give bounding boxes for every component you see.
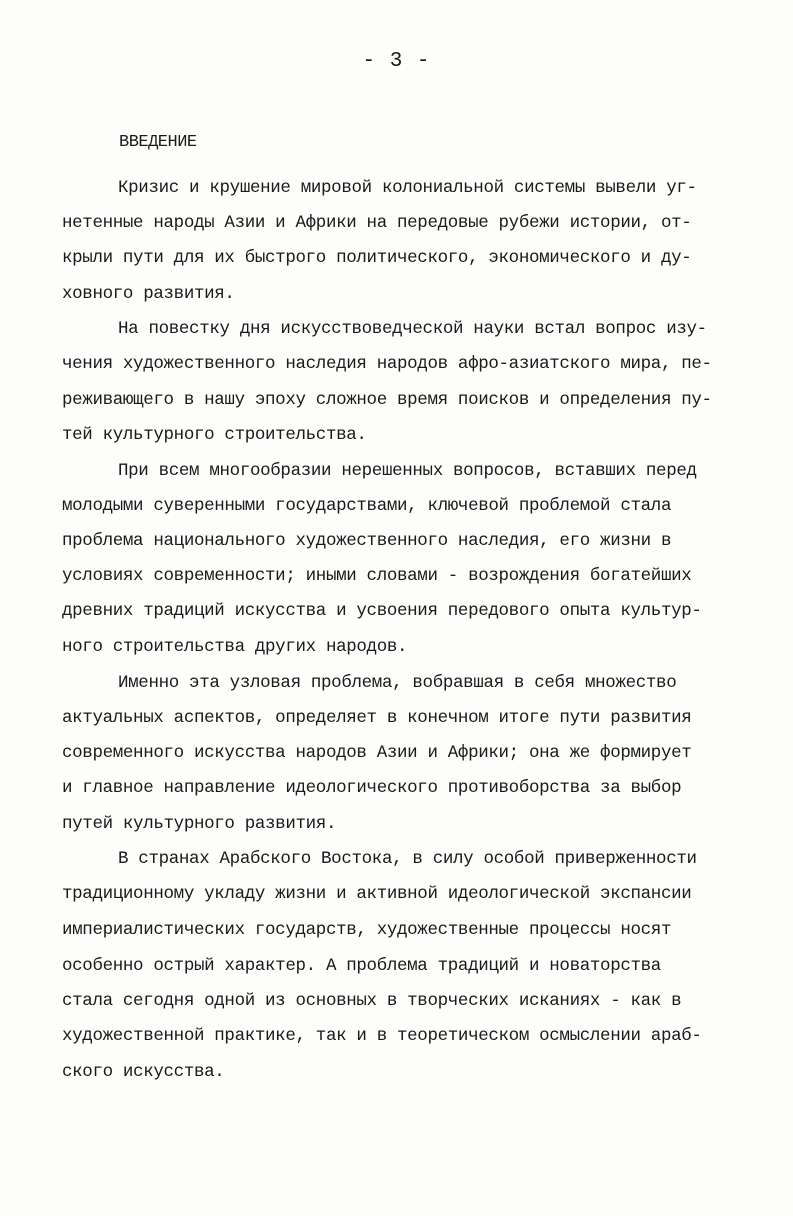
paragraph-3-line-5: древних традиций искусства и усвоения передового опыта культур- (62, 601, 702, 621)
paragraph-3-line-6: ного строительства других народов. (62, 637, 408, 657)
paragraph-3-line-2: молодыми суверенными государствами, ключевой проблемой стала (62, 496, 672, 516)
paragraph-2-line-4: тей культурного строительства. (62, 425, 367, 445)
paragraph-5-line-1: В странах Арабского Востока, в силу особой приверженности (118, 849, 697, 869)
paragraph-3-line-1: При всем многообразии нерешенных вопросов, вставших перед (118, 461, 697, 481)
paragraph-4-line-5: путей культурного развития. (62, 814, 337, 834)
paragraph-5-line-2: традиционному укладу жизни и активной идеологической экспансии (62, 884, 692, 904)
paragraph-4-line-1: Именно эта узловая проблема, вобравшая в себя множество (118, 673, 677, 693)
paragraph-5-line-6: художественной практике, так и в теоретическом осмыслении араб- (62, 1026, 702, 1046)
paragraph-1-line-1: Кризис и крушение мировой колониальной системы вывели уг- (118, 178, 697, 198)
paragraph-5-line-7: ского искусства. (62, 1062, 225, 1082)
paragraph-5-line-5: стала сегодня одной из основных в творческих исканиях - как в (62, 991, 682, 1011)
page-number: - 3 - (362, 50, 431, 73)
paragraph-2-line-2: чения художественного наследия народов афро-азиатского мира, пе- (62, 354, 712, 374)
paragraph-1-line-2: нетенные народы Азии и Африки на передовые рубежи истории, от- (62, 213, 692, 233)
paragraph-4-line-4: и главное направление идеологического противоборства за выбор (62, 778, 682, 798)
paragraph-1-line-3: крыли пути для их быстрого политического, экономического и ду- (62, 248, 692, 268)
paragraph-5-line-4: особенно острый характер. А проблема традиций и новаторства (62, 956, 661, 976)
paragraph-4-line-3: современного искусства народов Азии и Африки; она же формирует (62, 743, 692, 763)
paragraph-2-line-1: На повестку дня искусствоведческой науки встал вопрос изу- (118, 319, 707, 339)
paragraph-1-line-4: ховного развития. (62, 284, 235, 304)
paragraph-5-line-3: империалистических государств, художественные процессы носят (62, 920, 672, 940)
paragraph-4-line-2: актуальных аспектов, определяет в конечном итоге пути развития (62, 708, 692, 728)
section-heading: ВВЕДЕНИЕ (119, 133, 197, 152)
paragraph-2-line-3: реживающего в нашу эпоху сложное время поисков и определения пу- (62, 390, 712, 410)
paragraph-3-line-3: проблема национального художественного наследия, его жизни в (62, 531, 672, 551)
paragraph-3-line-4: условиях современности; иными словами - возрождения богатейших (62, 566, 692, 586)
